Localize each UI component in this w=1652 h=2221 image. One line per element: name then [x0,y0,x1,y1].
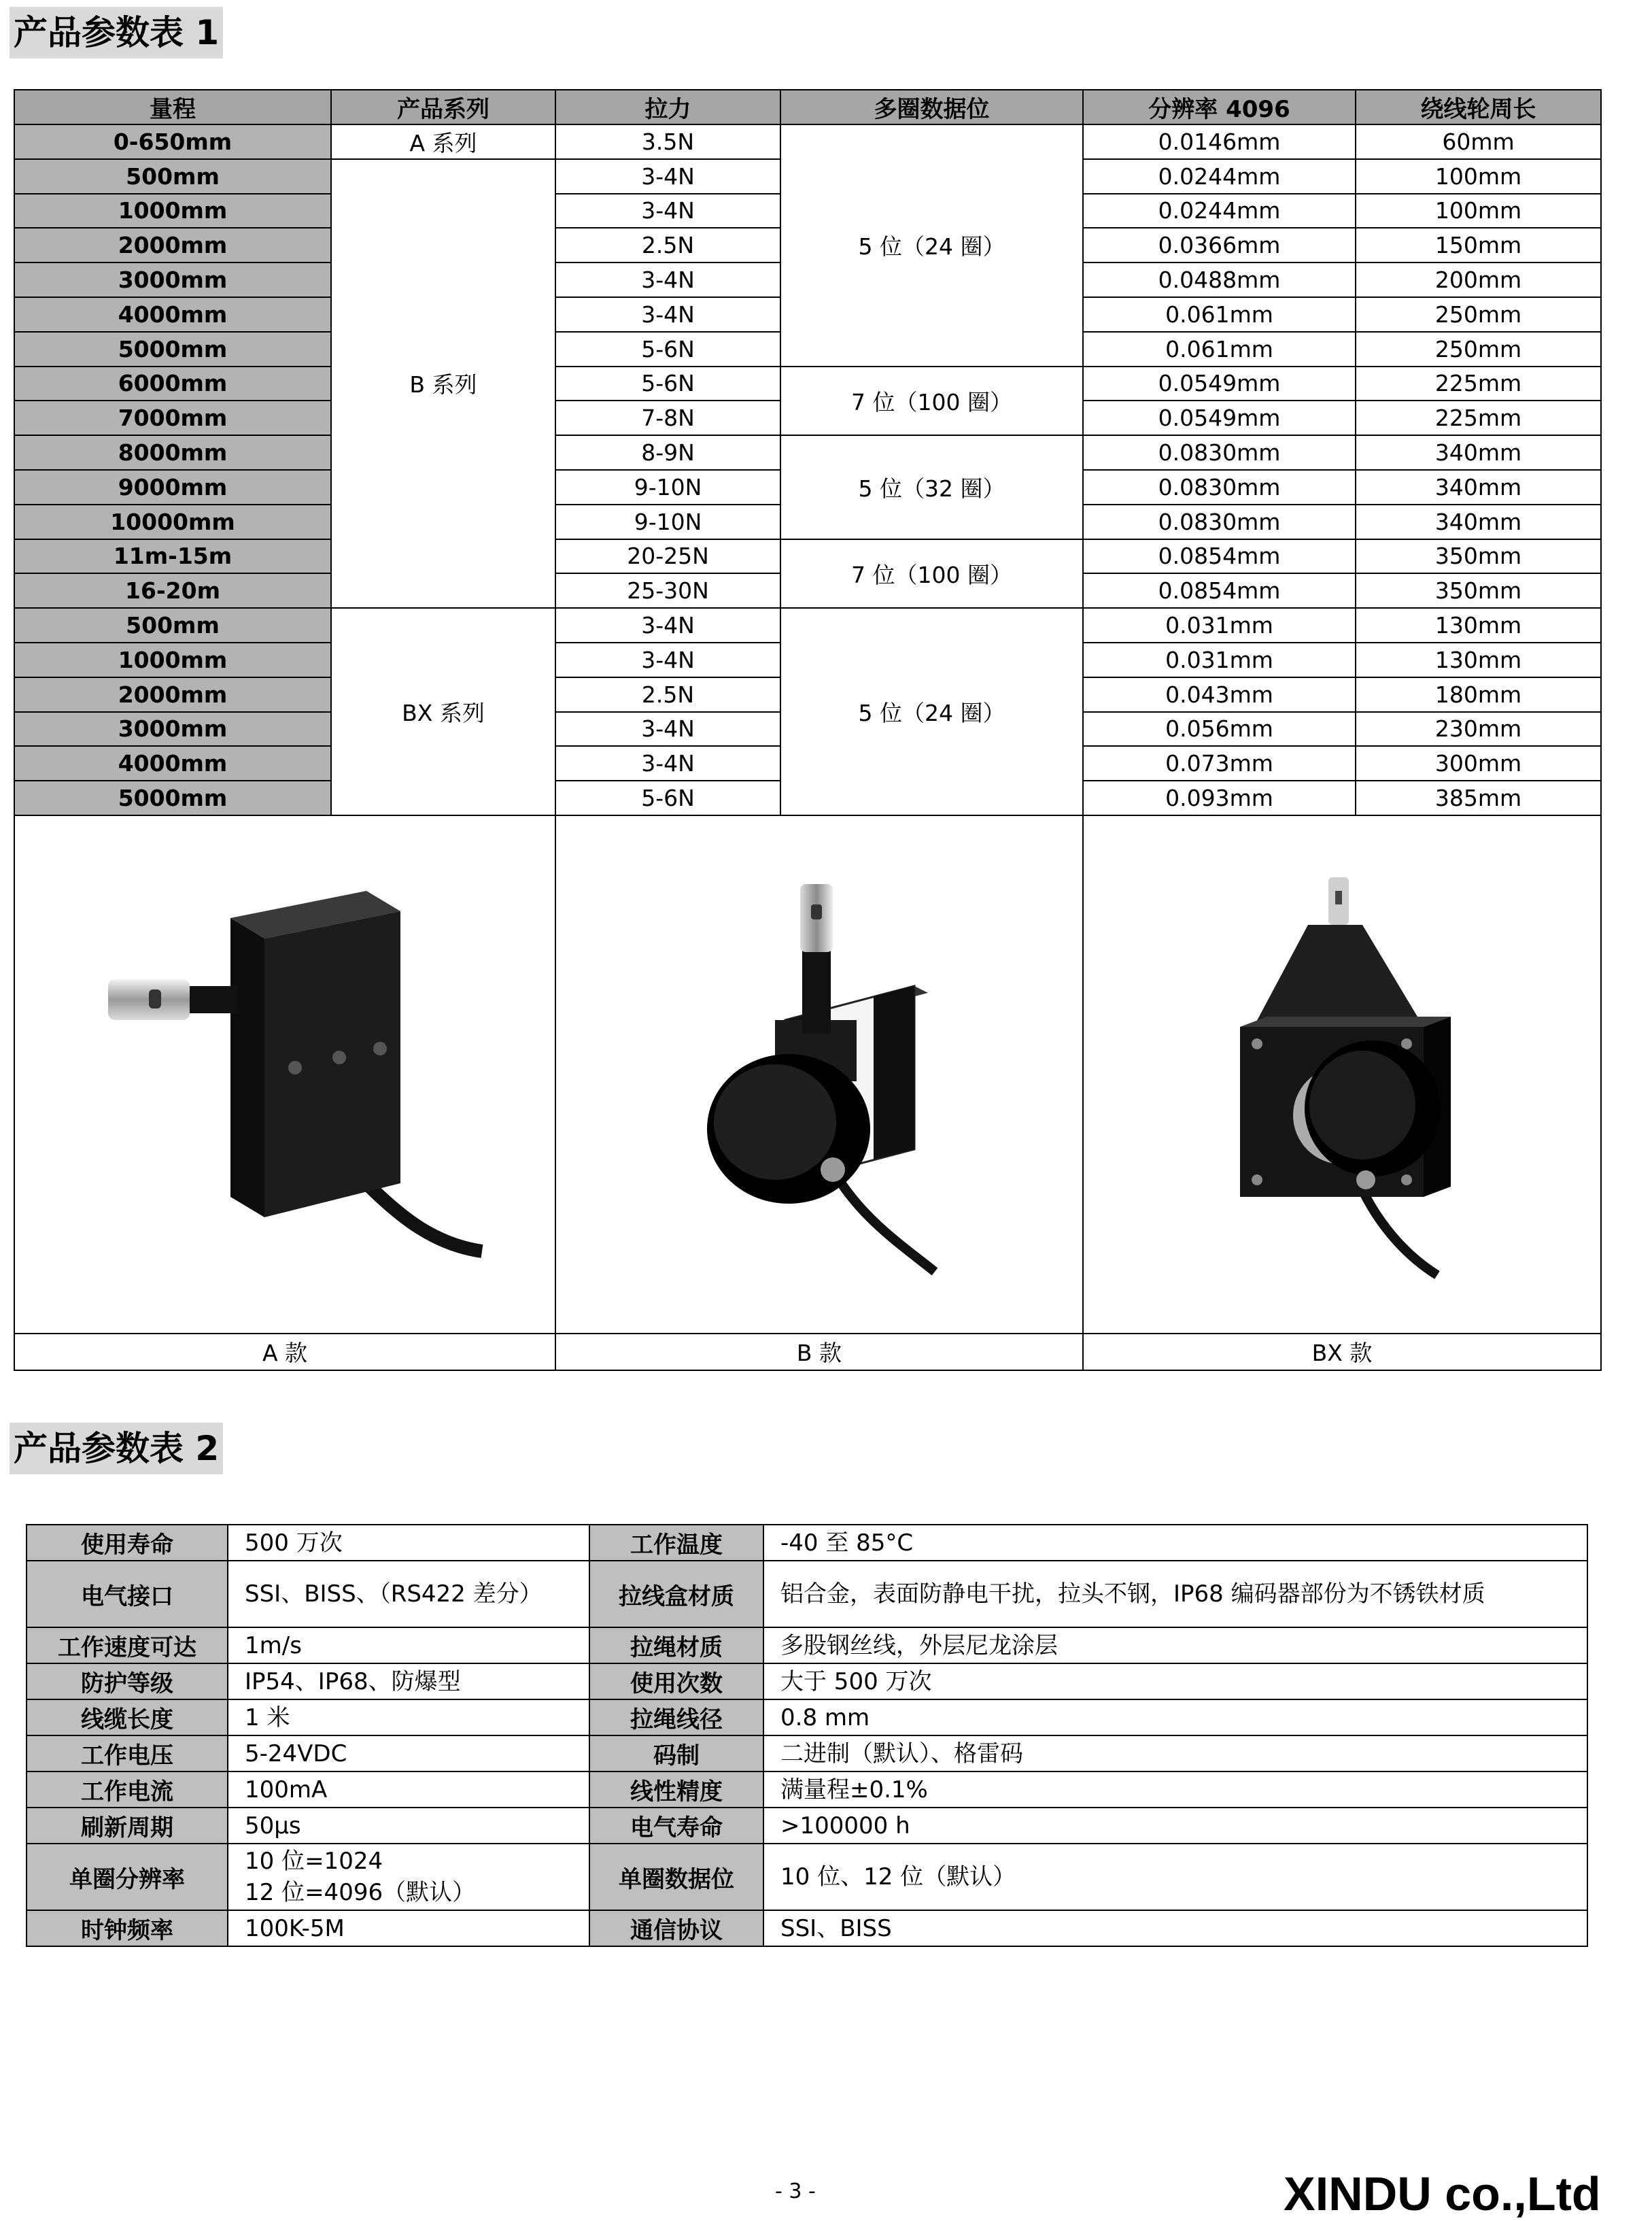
spec-value: 铝合金，表面防静电干扰，拉头不钢，IP68 编码器部份为不锈铁材质 [763,1561,1587,1627]
spec-value: 50μs [228,1808,589,1844]
force-cell: 3-4N [555,712,780,747]
range-cell: 1000mm [14,643,331,677]
product-image-b [615,864,1023,1285]
spec-key: 使用次数 [589,1663,763,1699]
table-row [14,539,1601,574]
force-cell: 3.5N [555,124,780,159]
resolution-cell: 0.0549mm [1083,401,1356,435]
spec-key: 拉绳材质 [589,1627,763,1663]
perimeter-cell: 230mm [1356,712,1601,747]
range-cell: 500mm [14,159,331,194]
series-cell: BX 系列 [331,608,555,815]
range-cell: 9000mm [14,470,331,505]
range-cell: 4000mm [14,746,331,781]
table-row [14,124,1601,159]
resolution-cell: 0.043mm [1083,677,1356,712]
spec-value: 100K-5M [228,1910,589,1946]
force-cell: 5-6N [555,332,780,367]
resolution-cell: 0.0830mm [1083,435,1356,470]
product-image-a [81,864,489,1285]
product-params-table-1 [14,89,1602,1371]
perimeter-cell: 350mm [1356,573,1601,608]
resolution-cell: 0.0854mm [1083,539,1356,574]
perimeter-cell: 300mm [1356,746,1601,781]
range-cell: 5000mm [14,332,331,367]
range-cell: 6000mm [14,367,331,401]
multiturn-cell: 7 位（100 圈） [780,539,1083,609]
range-cell: 16-20m [14,573,331,608]
perimeter-cell: 225mm [1356,401,1601,435]
spec-value: IP54、IP68、防爆型 [228,1663,589,1699]
spec-key: 通信协议 [589,1910,763,1946]
force-cell: 8-9N [555,435,780,470]
resolution-cell: 0.061mm [1083,297,1356,332]
force-cell: 5-6N [555,367,780,401]
table-row [27,1561,1587,1627]
range-cell: 5000mm [14,781,331,815]
table-row [14,608,1601,643]
perimeter-cell: 130mm [1356,608,1601,643]
force-cell: 3-4N [555,643,780,677]
header-series: 产品系列 [331,90,555,124]
caption-a: A 款 [14,1334,555,1370]
force-cell: 9-10N [555,470,780,505]
range-cell: 2000mm [14,677,331,712]
range-cell: 7000mm [14,401,331,435]
force-cell: 2.5N [555,228,780,262]
range-cell: 11m-15m [14,539,331,574]
range-cell: 3000mm [14,262,331,297]
spec-key: 单圈分辨率 [27,1844,228,1910]
table-row [27,1627,1587,1663]
section-title-table1: 产品参数表 1 [10,7,223,58]
series-cell: A 系列 [331,124,555,159]
spec-key: 工作速度可达 [27,1627,228,1663]
header-perimeter: 绕线轮周长 [1356,90,1601,124]
table-row [27,1808,1587,1844]
perimeter-cell: 340mm [1356,470,1601,505]
force-cell: 20-25N [555,539,780,574]
resolution-cell: 0.056mm [1083,712,1356,747]
spec-key: 工作电压 [27,1735,228,1771]
spec-value: 二进制（默认）、格雷码 [763,1735,1587,1771]
perimeter-cell: 250mm [1356,332,1601,367]
force-cell: 25-30N [555,573,780,608]
spec-key: 使用寿命 [27,1525,228,1561]
force-cell: 3-4N [555,608,780,643]
series-cell: B 系列 [331,159,555,608]
table-row [14,435,1601,470]
perimeter-cell: 100mm [1356,194,1601,228]
spec-key: 刷新周期 [27,1808,228,1844]
section-title-table2: 产品参数表 2 [10,1423,223,1474]
force-cell: 3-4N [555,194,780,228]
multiturn-cell: 5 位（24 圈） [780,608,1083,815]
product-image-bx-cell [1083,815,1601,1334]
spec-key: 时钟频率 [27,1910,228,1946]
spec-key: 拉绳线径 [589,1699,763,1735]
caption-bx: BX 款 [1083,1334,1601,1370]
header-force: 拉力 [555,90,780,124]
spec-value: SSI、BISS [763,1910,1587,1946]
resolution-cell: 0.093mm [1083,781,1356,815]
resolution-cell: 0.0854mm [1083,573,1356,608]
force-cell: 3-4N [555,262,780,297]
force-cell: 3-4N [555,746,780,781]
spec-key: 线性精度 [589,1771,763,1808]
resolution-cell: 0.073mm [1083,746,1356,781]
table-row [27,1699,1587,1735]
multiturn-cell: 5 位（32 圈） [780,435,1083,539]
spec-value-line: 10 位=1024 [245,1848,383,1875]
product-image-b-cell [555,815,1083,1334]
resolution-cell: 0.0244mm [1083,194,1356,228]
force-cell: 3-4N [555,297,780,332]
resolution-cell: 0.031mm [1083,608,1356,643]
force-cell: 5-6N [555,781,780,815]
spec-key: 工作电流 [27,1771,228,1808]
range-cell: 3000mm [14,712,331,747]
force-cell: 2.5N [555,677,780,712]
force-cell: 9-10N [555,505,780,539]
perimeter-cell: 340mm [1356,505,1601,539]
spec-value: 1m/s [228,1627,589,1663]
spec-value: >100000 h [763,1808,1587,1844]
spec-key: 拉线盒材质 [589,1561,763,1627]
range-cell: 8000mm [14,435,331,470]
resolution-cell: 0.0366mm [1083,228,1356,262]
table-row [27,1771,1587,1808]
product-params-table-2 [26,1524,1588,1947]
force-cell: 7-8N [555,401,780,435]
resolution-cell: 0.061mm [1083,332,1356,367]
caption-row [14,1334,1601,1370]
spec-value-line: 12 位=4096（默认） [245,1879,476,1906]
table-row [27,1910,1587,1946]
page-number: - 3 - [775,2180,816,2203]
product-image-a-cell [14,815,555,1334]
company-brand: XINDU co.,Ltd [1284,2167,1601,2220]
table-row [27,1663,1587,1699]
table-row [27,1735,1587,1771]
perimeter-cell: 225mm [1356,367,1601,401]
resolution-cell: 0.0244mm [1083,159,1356,194]
perimeter-cell: 340mm [1356,435,1601,470]
perimeter-cell: 150mm [1356,228,1601,262]
spec-value: -40 至 85°C [763,1525,1587,1561]
table-row [14,367,1601,401]
spec-key: 电气寿命 [589,1808,763,1844]
perimeter-cell: 200mm [1356,262,1601,297]
spec-key: 线缆长度 [27,1699,228,1735]
range-cell: 4000mm [14,297,331,332]
force-cell: 3-4N [555,159,780,194]
spec-key: 电气接口 [27,1561,228,1627]
spec-key: 单圈数据位 [589,1844,763,1910]
spec-value: 多股钢丝线，外层尼龙涂层 [763,1627,1587,1663]
spec-value: 100mA [228,1771,589,1808]
perimeter-cell: 180mm [1356,677,1601,712]
resolution-cell: 0.0488mm [1083,262,1356,297]
spec-value: 10 位、12 位（默认） [763,1844,1587,1910]
perimeter-cell: 130mm [1356,643,1601,677]
resolution-cell: 0.0830mm [1083,505,1356,539]
perimeter-cell: 250mm [1356,297,1601,332]
table-row [27,1844,1587,1910]
product-image-row [14,815,1601,1334]
spec-value: 0.8 mm [763,1699,1587,1735]
range-cell: 2000mm [14,228,331,262]
multiturn-cell: 7 位（100 圈） [780,367,1083,436]
header-range: 量程 [14,90,331,124]
table-row [27,1525,1587,1561]
range-cell: 10000mm [14,505,331,539]
perimeter-cell: 385mm [1356,781,1601,815]
spec-key: 码制 [589,1735,763,1771]
resolution-cell: 0.031mm [1083,643,1356,677]
spec-value [228,1844,589,1910]
range-cell: 500mm [14,608,331,643]
perimeter-cell: 350mm [1356,539,1601,574]
spec-value: SSI、BISS、（RS422 差分） [228,1561,589,1627]
caption-b: B 款 [555,1334,1083,1370]
resolution-cell: 0.0146mm [1083,124,1356,159]
perimeter-cell: 100mm [1356,159,1601,194]
spec-value: 500 万次 [228,1525,589,1561]
header-resolution: 分辨率 4096 [1083,90,1356,124]
product-image-bx [1138,864,1546,1285]
spec-value: 满量程±0.1% [763,1771,1587,1808]
spec-key: 防护等级 [27,1663,228,1699]
header-multiturn: 多圈数据位 [780,90,1083,124]
range-cell: 0-650mm [14,124,331,159]
spec-value: 1 米 [228,1699,589,1735]
spec-value: 5-24VDC [228,1735,589,1771]
multiturn-cell: 5 位（24 圈） [780,124,1083,367]
resolution-cell: 0.0549mm [1083,367,1356,401]
perimeter-cell: 60mm [1356,124,1601,159]
resolution-cell: 0.0830mm [1083,470,1356,505]
spec-key: 工作温度 [589,1525,763,1561]
range-cell: 1000mm [14,194,331,228]
spec-value: 大于 500 万次 [763,1663,1587,1699]
